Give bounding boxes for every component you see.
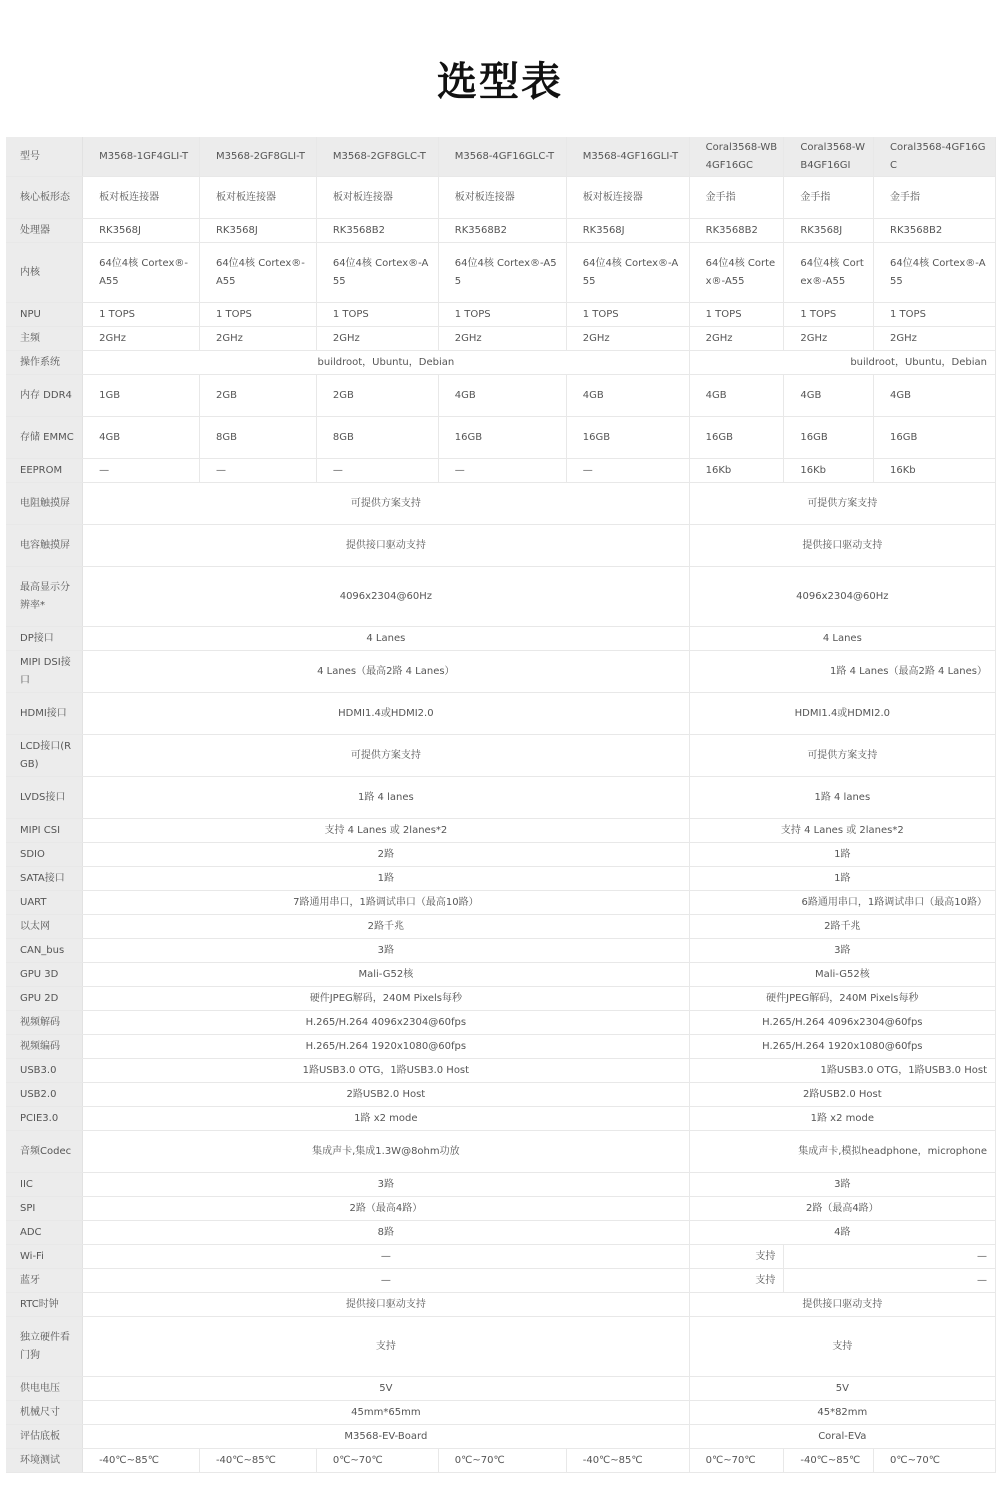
row-label: 电容触摸屏	[6, 525, 83, 567]
table-row	[6, 891, 996, 915]
table-cell: Coral-EVa	[689, 1425, 995, 1449]
table-cell: 2GHz	[874, 327, 996, 351]
table-cell: RK3568B2	[874, 219, 996, 243]
table-row	[6, 483, 996, 525]
table-cell: 8GB	[199, 417, 316, 459]
table-cell: 16GB	[784, 417, 874, 459]
table-cell: 2路USB2.0 Host	[689, 1083, 995, 1107]
table-cell: RK3568J	[199, 219, 316, 243]
page-title: 选型表	[437, 59, 563, 105]
table-cell: 16GB	[566, 417, 689, 459]
table-cell: 支持	[689, 1245, 784, 1269]
table-row	[6, 1107, 996, 1131]
table-row	[6, 1035, 996, 1059]
table-row	[6, 777, 996, 819]
table-row	[6, 735, 996, 777]
table-row	[6, 1293, 996, 1317]
table-cell: H.265/H.264 1920x1080@60fps	[689, 1035, 995, 1059]
table-cell: HDMI1.4或HDMI2.0	[83, 693, 690, 735]
row-label: EEPROM	[6, 459, 83, 483]
row-label: 视频解码	[6, 1011, 83, 1035]
table-cell: 0℃~70℃	[438, 1449, 566, 1473]
row-label: MIPI CSI	[6, 819, 83, 843]
table-cell: 0℃~70℃	[689, 1449, 784, 1473]
table-cell: 64位4核 Cortex®-A55	[784, 243, 874, 303]
table-cell: 2路千兆	[83, 915, 690, 939]
table-row	[6, 627, 996, 651]
table-cell: 1 TOPS	[83, 303, 200, 327]
table-cell: 板对板连接器	[316, 177, 438, 219]
table-cell: —	[438, 459, 566, 483]
row-label: 机械尺寸	[6, 1401, 83, 1425]
table-row	[6, 1269, 996, 1293]
table-cell: 2GHz	[784, 327, 874, 351]
model-header: M3568-4GF16GLC-T	[438, 137, 566, 177]
table-cell: 0℃~70℃	[874, 1449, 996, 1473]
table-cell: 金手指	[784, 177, 874, 219]
table-row	[6, 1059, 996, 1083]
table-row	[6, 417, 996, 459]
table-cell: 64位4核 Cortex®-A55	[438, 243, 566, 303]
row-label: PCIE3.0	[6, 1107, 83, 1131]
table-cell: -40℃~85℃	[784, 1449, 874, 1473]
table-cell: 可提供方案支持	[689, 735, 995, 777]
row-label: SPI	[6, 1197, 83, 1221]
row-label: HDMI接口	[6, 693, 83, 735]
table-cell: RK3568J	[83, 219, 200, 243]
table-cell: 1路 x2 mode	[689, 1107, 995, 1131]
table-cell: H.265/H.264 4096x2304@60fps	[83, 1011, 690, 1035]
table-cell: buildroot，Ubuntu，Debian	[689, 351, 995, 375]
table-cell: RK3568B2	[438, 219, 566, 243]
table-row	[6, 459, 996, 483]
table-cell: H.265/H.264 4096x2304@60fps	[689, 1011, 995, 1035]
table-cell: -40℃~85℃	[566, 1449, 689, 1473]
row-label: 环境测试	[6, 1449, 83, 1473]
table-cell: 2路千兆	[689, 915, 995, 939]
table-cell: 4096x2304@60Hz	[689, 567, 995, 627]
table-cell: 1路 4 Lanes（最高2路 4 Lanes）	[689, 651, 995, 693]
table-cell: 金手指	[689, 177, 784, 219]
table-row	[6, 1425, 996, 1449]
table-cell: 1 TOPS	[689, 303, 784, 327]
table-cell: —	[784, 1245, 996, 1269]
table-cell: 1 TOPS	[438, 303, 566, 327]
table-cell: Mali-G52核	[83, 963, 690, 987]
table-cell: RK3568J	[566, 219, 689, 243]
table-row	[6, 375, 996, 417]
table-cell: 1GB	[83, 375, 200, 417]
table-cell: Mali-G52核	[689, 963, 995, 987]
row-label: 评估底板	[6, 1425, 83, 1449]
row-label: GPU 3D	[6, 963, 83, 987]
table-row	[6, 939, 996, 963]
table-row	[6, 915, 996, 939]
row-label: USB2.0	[6, 1083, 83, 1107]
table-cell: 1路	[689, 843, 995, 867]
model-header: Coral3568-WB4GF16GC	[689, 137, 784, 177]
table-cell: 1路	[83, 867, 690, 891]
model-header: M3568-4GF16GLI-T	[566, 137, 689, 177]
table-row	[6, 351, 996, 375]
table-cell: 16Kb	[874, 459, 996, 483]
table-cell: 64位4核 Cortex®-A55	[316, 243, 438, 303]
row-label: USB3.0	[6, 1059, 83, 1083]
row-label: DP接口	[6, 627, 83, 651]
table-row	[6, 1401, 996, 1425]
table-cell: 4096x2304@60Hz	[83, 567, 690, 627]
table-row	[6, 963, 996, 987]
table-cell: 1路 4 lanes	[689, 777, 995, 819]
table-cell: -40℃~85℃	[83, 1449, 200, 1473]
table-cell: 4 Lanes	[689, 627, 995, 651]
table-row	[6, 303, 996, 327]
table-cell: 支持	[689, 1269, 784, 1293]
table-cell: 64位4核 Cortex®-A55	[83, 243, 200, 303]
table-cell: 64位4核 Cortex®-A55	[874, 243, 996, 303]
row-label: 操作系统	[6, 351, 83, 375]
table-cell: 64位4核 Cortex®-A55	[689, 243, 784, 303]
table-row	[6, 1173, 996, 1197]
table-cell: 集成声卡,集成1.3W@8ohm功放	[83, 1131, 690, 1173]
table-cell: 64位4核 Cortex®-A55	[199, 243, 316, 303]
row-label: 以太网	[6, 915, 83, 939]
table-cell: 8路	[83, 1221, 690, 1245]
row-label: 内存 DDR4	[6, 375, 83, 417]
table-row	[6, 1011, 996, 1035]
table-cell: 硬件JPEG解码，240M Pixels每秒	[83, 987, 690, 1011]
row-label: CAN_bus	[6, 939, 83, 963]
row-label: SATA接口	[6, 867, 83, 891]
table-row	[6, 1449, 996, 1473]
table-row	[6, 327, 996, 351]
model-header: M3568-2GF8GLC-T	[316, 137, 438, 177]
row-label: UART	[6, 891, 83, 915]
table-row	[6, 177, 996, 219]
table-row	[6, 987, 996, 1011]
table-cell: 3路	[83, 939, 690, 963]
table-row	[6, 567, 996, 627]
table-cell: 7路通用串口，1路调试串口（最高10路）	[83, 891, 690, 915]
table-row	[6, 1083, 996, 1107]
table-cell: 4GB	[689, 375, 784, 417]
table-cell: 4GB	[784, 375, 874, 417]
table-cell: H.265/H.264 1920x1080@60fps	[83, 1035, 690, 1059]
table-cell: —	[83, 459, 200, 483]
row-label: 电阻触摸屏	[6, 483, 83, 525]
row-label: LVDS接口	[6, 777, 83, 819]
table-cell: 2GHz	[316, 327, 438, 351]
table-cell: 2路USB2.0 Host	[83, 1083, 690, 1107]
table-row	[6, 693, 996, 735]
table-cell: 16Kb	[784, 459, 874, 483]
row-label: IIC	[6, 1173, 83, 1197]
table-row	[6, 1317, 996, 1377]
row-label: ADC	[6, 1221, 83, 1245]
table-cell: 4 Lanes	[83, 627, 690, 651]
table-cell: 6路通用串口，1路调试串口（最高10路）	[689, 891, 995, 915]
table-cell: 64位4核 Cortex®-A55	[566, 243, 689, 303]
table-cell: 1 TOPS	[566, 303, 689, 327]
row-label: Wi-Fi	[6, 1245, 83, 1269]
table-cell: —	[83, 1245, 690, 1269]
table-cell: —	[316, 459, 438, 483]
table-cell: 3路	[689, 939, 995, 963]
table-cell: 提供接口驱动支持	[83, 1293, 690, 1317]
table-cell: 支持 4 Lanes 或 2lanes*2	[689, 819, 995, 843]
table-cell: 1路	[689, 867, 995, 891]
table-row	[6, 243, 996, 303]
model-header: M3568-2GF8GLI-T	[199, 137, 316, 177]
row-label: RTC时钟	[6, 1293, 83, 1317]
row-label: 音频Codec	[6, 1131, 83, 1173]
table-row	[6, 843, 996, 867]
table-cell: 2GHz	[566, 327, 689, 351]
table-cell: 2GHz	[199, 327, 316, 351]
table-cell: 可提供方案支持	[83, 483, 690, 525]
table-cell: 2路（最高4路）	[83, 1197, 690, 1221]
table-cell: RK3568J	[784, 219, 874, 243]
table-cell: 1 TOPS	[874, 303, 996, 327]
table-cell: 4路	[689, 1221, 995, 1245]
table-cell: 5V	[689, 1377, 995, 1401]
selection-table	[6, 137, 996, 1473]
table-cell: 支持	[83, 1317, 690, 1377]
table-cell: 4GB	[874, 375, 996, 417]
table-cell: HDMI1.4或HDMI2.0	[689, 693, 995, 735]
model-header: M3568-1GF4GLI-T	[83, 137, 200, 177]
table-cell: 16Kb	[689, 459, 784, 483]
table-cell: 板对板连接器	[566, 177, 689, 219]
table-cell: 2路	[83, 843, 690, 867]
table-cell: buildroot，Ubuntu，Debian	[83, 351, 690, 375]
table-header-row	[6, 137, 996, 177]
table-cell: RK3568B2	[689, 219, 784, 243]
table-cell: 1路 x2 mode	[83, 1107, 690, 1131]
table-cell: 支持	[689, 1317, 995, 1377]
row-label: 核心板形态	[6, 177, 83, 219]
table-cell: —	[784, 1269, 996, 1293]
table-cell: 16GB	[438, 417, 566, 459]
row-label: 蓝牙	[6, 1269, 83, 1293]
row-label: SDIO	[6, 843, 83, 867]
row-label: 主频	[6, 327, 83, 351]
row-label: 视频编码	[6, 1035, 83, 1059]
row-label: GPU 2D	[6, 987, 83, 1011]
table-cell: —	[83, 1269, 690, 1293]
row-label: LCD接口(RGB)	[6, 735, 83, 777]
row-label: 供电电压	[6, 1377, 83, 1401]
table-cell: 45*82mm	[689, 1401, 995, 1425]
table-cell: 4GB	[438, 375, 566, 417]
table-cell: 2GB	[316, 375, 438, 417]
table-row	[6, 1221, 996, 1245]
table-row	[6, 219, 996, 243]
header-label: 型号	[6, 137, 83, 177]
row-label: 最高显示分辨率*	[6, 567, 83, 627]
table-cell: 4GB	[83, 417, 200, 459]
table-row	[6, 1197, 996, 1221]
table-cell: 板对板连接器	[83, 177, 200, 219]
table-cell: 16GB	[689, 417, 784, 459]
table-cell: 2GB	[199, 375, 316, 417]
table-cell: RK3568B2	[316, 219, 438, 243]
table-cell: 板对板连接器	[438, 177, 566, 219]
table-cell: 3路	[689, 1173, 995, 1197]
table-row	[6, 1245, 996, 1269]
row-label: 独立硬件看门狗	[6, 1317, 83, 1377]
table-row	[6, 1377, 996, 1401]
table-row	[6, 651, 996, 693]
table-cell: 4 Lanes（最高2路 4 Lanes）	[83, 651, 690, 693]
table-cell: —	[199, 459, 316, 483]
table-cell: 8GB	[316, 417, 438, 459]
table-row	[6, 525, 996, 567]
row-label: 处理器	[6, 219, 83, 243]
table-cell: M3568-EV-Board	[83, 1425, 690, 1449]
table-row	[6, 819, 996, 843]
table-cell: 0℃~70℃	[316, 1449, 438, 1473]
table-cell: 可提供方案支持	[83, 735, 690, 777]
row-label: NPU	[6, 303, 83, 327]
table-cell: 可提供方案支持	[689, 483, 995, 525]
table-cell: 集成声卡,模拟headphone，microphone	[689, 1131, 995, 1173]
model-header: Coral3568-WB4GF16GI	[784, 137, 874, 177]
table-row	[6, 867, 996, 891]
table-cell: 1路USB3.0 OTG，1路USB3.0 Host	[689, 1059, 995, 1083]
table-cell: 1 TOPS	[316, 303, 438, 327]
row-label: MIPI DSI接口	[6, 651, 83, 693]
table-cell: 1 TOPS	[199, 303, 316, 327]
row-label: 内核	[6, 243, 83, 303]
table-cell: 1 TOPS	[784, 303, 874, 327]
table-cell: 金手指	[874, 177, 996, 219]
table-cell: 2GHz	[689, 327, 784, 351]
table-cell: 板对板连接器	[199, 177, 316, 219]
table-cell: —	[566, 459, 689, 483]
table-cell: 1路USB3.0 OTG，1路USB3.0 Host	[83, 1059, 690, 1083]
table-cell: 45mm*65mm	[83, 1401, 690, 1425]
row-label: 存储 EMMC	[6, 417, 83, 459]
table-row	[6, 1131, 996, 1173]
table-cell: 硬件JPEG解码，240M Pixels每秒	[689, 987, 995, 1011]
model-header: Coral3568-4GF16GC	[874, 137, 996, 177]
table-cell: 5V	[83, 1377, 690, 1401]
table-cell: 1路 4 lanes	[83, 777, 690, 819]
table-cell: 2路（最高4路）	[689, 1197, 995, 1221]
table-cell: 提供接口驱动支持	[83, 525, 690, 567]
table-cell: 2GHz	[438, 327, 566, 351]
table-cell: 3路	[83, 1173, 690, 1197]
table-cell: 4GB	[566, 375, 689, 417]
table-cell: 提供接口驱动支持	[689, 1293, 995, 1317]
table-cell: 支持 4 Lanes 或 2lanes*2	[83, 819, 690, 843]
table-cell: 2GHz	[83, 327, 200, 351]
table-cell: -40℃~85℃	[199, 1449, 316, 1473]
table-cell: 提供接口驱动支持	[689, 525, 995, 567]
table-cell: 16GB	[874, 417, 996, 459]
